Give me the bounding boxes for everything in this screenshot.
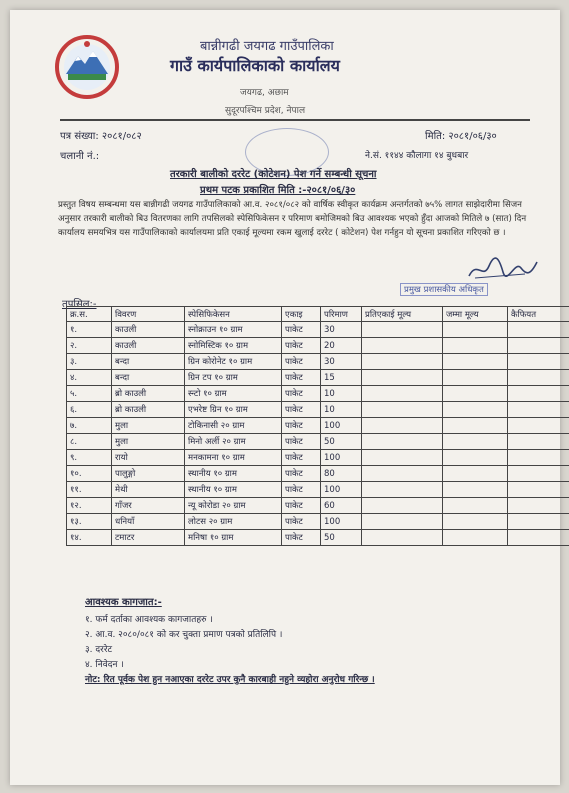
cell-spec: स्थानीय १० ग्राम xyxy=(185,482,282,498)
cell-qty: 10 xyxy=(321,386,362,402)
col-sn: क्र.स. xyxy=(67,307,112,322)
cell-unit-price xyxy=(362,482,443,498)
cell-sn: १३. xyxy=(67,514,112,530)
cell-spec: स्थानीय १० ग्राम xyxy=(185,466,282,482)
cell-total xyxy=(443,450,508,466)
cell-total xyxy=(443,322,508,338)
cell-unit-price xyxy=(362,498,443,514)
cell-unit: पाकेट xyxy=(282,338,321,354)
cell-remarks xyxy=(508,466,569,482)
cell-unit: पाकेट xyxy=(282,530,321,546)
cell-remarks xyxy=(508,514,569,530)
cell-item: टमाटर xyxy=(112,530,185,546)
cell-sn: २. xyxy=(67,338,112,354)
cell-unit-price xyxy=(362,386,443,402)
cell-item: काउली xyxy=(112,338,185,354)
cell-unit: पाकेट xyxy=(282,482,321,498)
cell-unit-price xyxy=(362,322,443,338)
cell-total xyxy=(443,338,508,354)
cell-qty: 10 xyxy=(321,402,362,418)
cell-remarks xyxy=(508,402,569,418)
cell-remarks xyxy=(508,338,569,354)
cell-total xyxy=(443,370,508,386)
cell-total xyxy=(443,498,508,514)
table-row xyxy=(67,450,569,466)
cell-remarks xyxy=(508,418,569,434)
cell-unit-price xyxy=(362,434,443,450)
cell-remarks xyxy=(508,482,569,498)
cell-unit: पाकेट xyxy=(282,402,321,418)
cell-sn: १. xyxy=(67,322,112,338)
cell-item: बन्दा xyxy=(112,354,185,370)
cell-sn: १२. xyxy=(67,498,112,514)
cell-remarks xyxy=(508,386,569,402)
cell-spec: स्नोमिस्टिक १० ग्राम xyxy=(185,338,282,354)
cell-unit: पाकेट xyxy=(282,498,321,514)
cell-item: पालुङ्गो xyxy=(112,466,185,482)
table-header-row xyxy=(67,307,569,322)
cell-item: मुला xyxy=(112,434,185,450)
cell-total xyxy=(443,418,508,434)
cell-remarks xyxy=(508,354,569,370)
cell-unit: पाकेट xyxy=(282,386,321,402)
office-name: गाउँ कार्यपालिकाको कार्यालय xyxy=(170,56,340,75)
cell-spec: एभरेष्ट ग्रिन १० ग्राम xyxy=(185,402,282,418)
cell-remarks xyxy=(508,370,569,386)
cell-sn: ८. xyxy=(67,434,112,450)
cell-unit: पाकेट xyxy=(282,418,321,434)
cell-unit: पाकेट xyxy=(282,466,321,482)
cell-total xyxy=(443,434,508,450)
cell-spec: ग्रिन टप १० ग्राम xyxy=(185,370,282,386)
cell-unit: पाकेट xyxy=(282,354,321,370)
cell-qty: 30 xyxy=(321,322,362,338)
cell-unit: पाकेट xyxy=(282,514,321,530)
cell-qty: 80 xyxy=(321,466,362,482)
cell-spec: लोटस २० ग्राम xyxy=(185,514,282,530)
cell-spec: मनकामना १० ग्राम xyxy=(185,450,282,466)
cell-remarks xyxy=(508,450,569,466)
col-total: जम्मा मूल्य xyxy=(443,307,508,322)
cell-item: रायो xyxy=(112,450,185,466)
cell-unit-price xyxy=(362,370,443,386)
notice-title: तरकारी बालीको दररेट (कोटेशन) पेश गर्ने सम्बन्धी सूचना xyxy=(170,169,377,180)
col-unit-price: प्रतिएकाई मूल्य xyxy=(362,307,443,322)
table-row xyxy=(67,514,569,530)
cell-item: ब्रो काउली xyxy=(112,402,185,418)
cell-total xyxy=(443,402,508,418)
cell-unit-price xyxy=(362,450,443,466)
cell-sn: ७. xyxy=(67,418,112,434)
table-row xyxy=(67,466,569,482)
cell-item: काउली xyxy=(112,322,185,338)
cell-item: ब्रो काउली xyxy=(112,386,185,402)
cell-sn: १४. xyxy=(67,530,112,546)
table-row xyxy=(67,418,569,434)
nepal-sambat-date: ने.सं. ११४४ कौलागा १४ बुधबार xyxy=(365,151,469,161)
col-remarks: कैफियत xyxy=(508,307,569,322)
cell-item: धनियाँ xyxy=(112,514,185,530)
table-row xyxy=(67,370,569,386)
cell-unit-price xyxy=(362,418,443,434)
document-item: १. फर्म दर्ताका आवश्यक कागजातहरु । xyxy=(85,615,213,625)
cell-qty: 20 xyxy=(321,338,362,354)
col-spec: स्पेसिफिकेसन xyxy=(185,307,282,322)
cell-total xyxy=(443,354,508,370)
cell-unit: पाकेट xyxy=(282,434,321,450)
cell-qty: 50 xyxy=(321,434,362,450)
municipality-name: बान्नीगढी जयगढ गाउँपालिका xyxy=(200,39,334,54)
cell-unit-price xyxy=(362,530,443,546)
municipality-emblem-icon xyxy=(52,34,122,100)
quotation-table xyxy=(66,306,569,546)
cell-spec: मिनो अर्ली २० ग्राम xyxy=(185,434,282,450)
cell-unit-price xyxy=(362,402,443,418)
cell-qty: 50 xyxy=(321,530,362,546)
table-row xyxy=(67,530,569,546)
cell-qty: 100 xyxy=(321,418,362,434)
schedule-label: तपसिल:- xyxy=(62,299,97,310)
cell-spec: टोकिनासी २० ग्राम xyxy=(185,418,282,434)
cell-qty: 15 xyxy=(321,370,362,386)
cell-remarks xyxy=(508,530,569,546)
col-unit: एकाइ xyxy=(282,307,321,322)
table-row xyxy=(67,498,569,514)
cell-spec: मनिषा १० ग्राम xyxy=(185,530,282,546)
cell-spec: न्यू कोरोडा २० ग्राम xyxy=(185,498,282,514)
cell-sn: ११. xyxy=(67,482,112,498)
cell-unit-price xyxy=(362,354,443,370)
cell-total xyxy=(443,514,508,530)
header-divider xyxy=(60,119,530,121)
cell-remarks xyxy=(508,434,569,450)
reference-number: पत्र संख्या: २०८१/०८२ xyxy=(60,131,142,142)
signer-title-stamp: प्रमुख प्रशासकीय अधिकृत xyxy=(400,283,488,296)
cell-item: मेथी xyxy=(112,482,185,498)
document-item: ४. निवेदन । xyxy=(85,660,124,670)
cell-spec: ग्रिन कोरोनेट १० ग्राम xyxy=(185,354,282,370)
cell-unit: पाकेट xyxy=(282,370,321,386)
province-name: सुदूरपश्चिम प्रदेश, नेपाल xyxy=(225,106,306,116)
document-item: २. आ.व. २०८०/०८१ को कर चुक्ता प्रमाण पत्रको प्रतिलिपि । xyxy=(85,630,283,640)
notice-body: प्रस्तुत विषय सम्बन्धमा यस बान्नीगढी जयगढ गाउँपालिकाको आ.व. २०८१/०८२ को वार्षिक स्वीकृत कार्यक्रम अन्तर्गतको ७५% लागत साझेदारीमा सिजन अनुसार तरकारी बालीको बिउ वितरणका लागि तपसिलको स्पेसिफिकेसन र परिमाण बमोजिमको बिउ आवश्यक भएको हुँदा आजको मितिले ७ (सात) दिन कार्यालय समयभित्र यस गाउँपालिकाको कार्यालयमा प्रति एकाई मूल्यमा रकम खुलाई दररेट ( कोटेशन) पेश गर्नहुन यो सूचना प्रकाशित गरिएको छ । xyxy=(58,200,527,238)
col-qty: परिमाण xyxy=(321,307,362,322)
cell-qty: 100 xyxy=(321,450,362,466)
cell-qty: 100 xyxy=(321,514,362,530)
publication-date: प्रथम पटक प्रकाशित मिति :-२०८१/०६/३० xyxy=(200,185,356,196)
cell-unit: पाकेट xyxy=(282,322,321,338)
documents-heading: आवश्यक कागजात:- xyxy=(85,597,162,608)
cell-sn: ९. xyxy=(67,450,112,466)
table-row xyxy=(67,354,569,370)
cell-qty: 100 xyxy=(321,482,362,498)
cell-total xyxy=(443,530,508,546)
cell-unit: पाकेट xyxy=(282,450,321,466)
letter-date: मिति: २०८१/०६/३० xyxy=(425,131,497,142)
document-item: ३. दररेट xyxy=(85,645,113,655)
table-row xyxy=(67,482,569,498)
cell-sn: १०. xyxy=(67,466,112,482)
cell-remarks xyxy=(508,498,569,514)
cell-item: गाँजर xyxy=(112,498,185,514)
cell-total xyxy=(443,482,508,498)
table-row xyxy=(67,402,569,418)
cell-sn: ३. xyxy=(67,354,112,370)
cell-spec: स्नोक्राउन १० ग्राम xyxy=(185,322,282,338)
cell-qty: 30 xyxy=(321,354,362,370)
table-row xyxy=(67,386,569,402)
cell-sn: ६. xyxy=(67,402,112,418)
cell-total xyxy=(443,386,508,402)
cell-spec: स्न्टो १० ग्राम xyxy=(185,386,282,402)
cell-unit-price xyxy=(362,514,443,530)
cell-sn: ४. xyxy=(67,370,112,386)
note-text: नोट: रित पूर्वक पेश हुन नआएका दररेट उपर कुनै कारबाही नहुने व्यहोरा अनुरोध गरिन्छ । xyxy=(85,675,375,685)
table-row xyxy=(67,322,569,338)
cell-unit-price xyxy=(362,466,443,482)
signature-icon xyxy=(465,256,540,282)
table-row xyxy=(67,434,569,450)
cell-item: मुला xyxy=(112,418,185,434)
cell-sn: ५. xyxy=(67,386,112,402)
dispatch-number: चलानी नं.: xyxy=(60,151,100,162)
cell-remarks xyxy=(508,322,569,338)
cell-qty: 60 xyxy=(321,498,362,514)
office-place: जयगढ, अछाम xyxy=(240,88,289,98)
table-row xyxy=(67,338,569,354)
cell-item: बन्दा xyxy=(112,370,185,386)
cell-unit-price xyxy=(362,338,443,354)
col-item: विवरण xyxy=(112,307,185,322)
cell-total xyxy=(443,466,508,482)
